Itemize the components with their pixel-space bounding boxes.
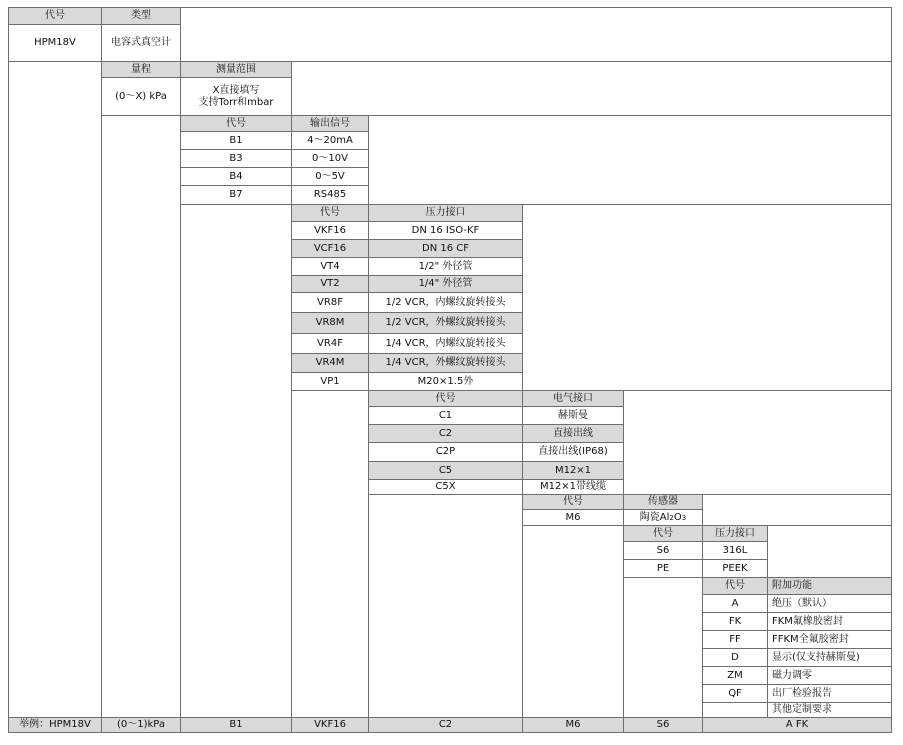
spacer (368, 494, 523, 718)
example-port: VKF16 (291, 717, 369, 733)
range-value: (0～X) kPa (101, 77, 181, 116)
header-pressure-port2: 压力接口 (702, 525, 768, 542)
spacer (623, 390, 892, 495)
port-value: 1/4" 外径管 (368, 275, 523, 293)
header-electrical: 电气接口 (522, 390, 624, 407)
port-value: 1/2 VCR，外螺纹旋转接头 (368, 312, 523, 334)
header-material-code: 代号 (623, 525, 703, 542)
electrical-code: C5X (368, 479, 523, 495)
output-code: B1 (180, 131, 292, 150)
extra-value: 其他定制要求 (767, 702, 892, 718)
output-code: B7 (180, 185, 292, 205)
example-output: B1 (180, 717, 292, 733)
header-extra-code: 代号 (702, 577, 768, 595)
electrical-code: C1 (368, 406, 523, 425)
extra-code: QF (702, 684, 768, 703)
port-code: VR4F (291, 333, 369, 354)
port-code: VP1 (291, 372, 369, 391)
electrical-code: C2P (368, 442, 523, 462)
header-output-code: 代号 (180, 115, 292, 132)
output-code: B3 (180, 149, 292, 168)
extra-value: 显示(仅支持赫斯曼) (767, 648, 892, 667)
spacer (180, 204, 292, 718)
electrical-value: 直接出线(IP68) (522, 442, 624, 462)
spacer (8, 61, 102, 718)
extra-value: FKM氟橡胶密封 (767, 612, 892, 631)
extra-code: ZM (702, 666, 768, 685)
sensor-value-mid: O (673, 511, 682, 523)
extra-value: 磁力调零 (767, 666, 892, 685)
spacer (522, 525, 624, 718)
range-note-line2: 支持Torr和mbar (198, 96, 274, 108)
spacer (368, 115, 892, 205)
port-code: VKF16 (291, 221, 369, 240)
example-sensor: M6 (522, 717, 624, 733)
model-type: 电容式真空计 (101, 24, 181, 62)
sensor-value: 陶瓷Al 2 O 3 (623, 509, 703, 526)
spacer (180, 7, 892, 62)
header-sensor-code: 代号 (522, 494, 624, 510)
port-code: VCF16 (291, 239, 369, 258)
example-electrical: C2 (368, 717, 523, 733)
extra-code (702, 702, 768, 718)
sensor-value-prefix: 陶瓷Al (639, 511, 670, 523)
example-label: 举例：HPM18V (8, 717, 102, 733)
extra-value: FFKM全氟胶密封 (767, 630, 892, 649)
spacer (101, 115, 181, 718)
output-value: 0～5V (291, 167, 369, 186)
spacer (291, 390, 369, 718)
range-note-line1: X直接填写 (212, 84, 260, 96)
extra-value: 绝压（默认） (767, 594, 892, 613)
port-value: 1/4 VCR，内螺纹旋转接头 (368, 333, 523, 354)
material-value: PEEK (702, 559, 768, 578)
header-extra: 附加功能 (767, 577, 892, 595)
extra-code: D (702, 648, 768, 667)
example-material: S6 (623, 717, 703, 733)
electrical-code: C5 (368, 461, 523, 480)
port-value: 1/2" 外径管 (368, 257, 523, 276)
header-measure-range: 测量范围 (180, 61, 292, 78)
spacer (623, 577, 703, 718)
material-code: PE (623, 559, 703, 578)
port-code: VT2 (291, 275, 369, 293)
example-extra: A FK (702, 717, 892, 733)
extra-code: FF (702, 630, 768, 649)
range-note (180, 77, 292, 116)
spacer (522, 204, 892, 391)
spacer (291, 61, 892, 116)
port-code: VR8F (291, 292, 369, 313)
material-code: S6 (623, 541, 703, 560)
electrical-value: M12×1 (522, 461, 624, 480)
material-value: 316L (702, 541, 768, 560)
port-code: VR8M (291, 312, 369, 334)
port-code: VR4M (291, 353, 369, 373)
extra-code: A (702, 594, 768, 613)
header-pressure-port: 压力接口 (368, 204, 523, 222)
port-code: VT4 (291, 257, 369, 276)
example-range: (0～1)kPa (101, 717, 181, 733)
extra-code: FK (702, 612, 768, 631)
port-value: DN 16 ISO-KF (368, 221, 523, 240)
port-value: 1/2 VCR，内螺纹旋转接头 (368, 292, 523, 313)
header-electrical-code: 代号 (368, 390, 523, 407)
header-type: 类型 (101, 7, 181, 25)
spacer (767, 525, 892, 578)
header-range: 量程 (101, 61, 181, 78)
port-value: 1/4 VCR，外螺纹旋转接头 (368, 353, 523, 373)
electrical-value: M12×1带线缆 (522, 479, 624, 495)
sensor-code: M6 (522, 509, 624, 526)
output-value: RS485 (291, 185, 369, 205)
electrical-value: 直接出线 (522, 424, 624, 443)
output-code: B4 (180, 167, 292, 186)
electrical-value: 赫斯曼 (522, 406, 624, 425)
port-value: M20×1.5外 (368, 372, 523, 391)
model-code: HPM18V (8, 24, 102, 62)
electrical-code: C2 (368, 424, 523, 443)
port-value: DN 16 CF (368, 239, 523, 258)
spacer (702, 494, 892, 526)
output-value: 0～10V (291, 149, 369, 168)
header-output: 输出信号 (291, 115, 369, 132)
header-port-code: 代号 (291, 204, 369, 222)
output-value: 4～20mA (291, 131, 369, 150)
header-sensor: 传感器 (623, 494, 703, 510)
header-code: 代号 (8, 7, 102, 25)
extra-value: 出厂检验报告 (767, 684, 892, 703)
